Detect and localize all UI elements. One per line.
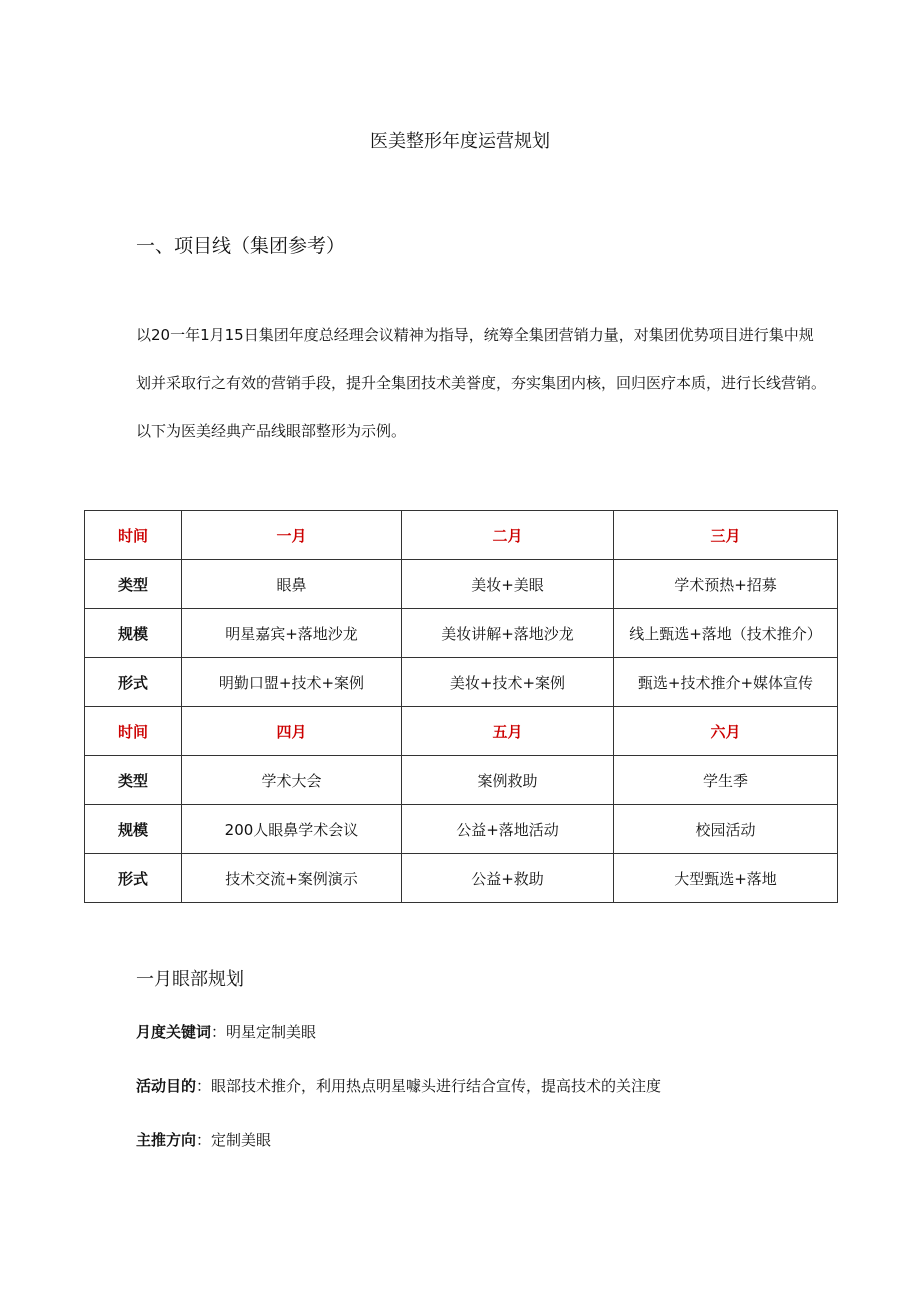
activity-goal-label: 活动目的 (136, 1077, 197, 1095)
table-cell: 学生季 (614, 756, 838, 805)
table-cell: 学术大会 (182, 756, 402, 805)
table-cell: 公益+救助 (402, 854, 614, 903)
row-label: 规模 (85, 609, 182, 658)
table-cell: 眼鼻 (182, 560, 402, 609)
table-row (85, 854, 838, 903)
table-row (85, 560, 838, 609)
row-label: 规模 (85, 805, 182, 854)
table-header-month: 六月 (614, 707, 838, 756)
table-cell: 学术预热+招募 (614, 560, 838, 609)
table-cell: 线上甄选+落地（技术推介） (614, 609, 838, 658)
monthly-keyword-value: ：明星定制美眼 (211, 1023, 317, 1041)
table-cell: 公益+落地活动 (402, 805, 614, 854)
table-header-time: 时间 (85, 707, 182, 756)
table-cell: 大型甄选+落地 (614, 854, 838, 903)
monthly-keyword-label: 月度关键词 (136, 1023, 212, 1041)
table-row (85, 609, 838, 658)
activity-goal-line (136, 1075, 661, 1097)
table-cell: 技术交流+案例演示 (182, 854, 402, 903)
main-direction-line (136, 1129, 271, 1151)
table-header-month: 三月 (614, 511, 838, 560)
table-cell: 美妆+技术+案例 (402, 658, 614, 707)
monthly-keyword-line (136, 1021, 316, 1043)
table-row (85, 805, 838, 854)
table-cell: 美妆讲解+落地沙龙 (402, 609, 614, 658)
main-direction-value: ：定制美眼 (196, 1131, 272, 1149)
table-header-month: 五月 (402, 707, 614, 756)
row-label: 类型 (85, 560, 182, 609)
activity-goal-value: ：眼部技术推介，利用热点明星噱头进行结合宣传，提高技术的关注度 (196, 1077, 662, 1095)
intro-line: 划并采取行之有效的营销手段，提升全集团技术美誉度，夯实集团内核，回归医疗本质，进行长线营销。 (136, 374, 827, 392)
table-row (85, 756, 838, 805)
table-row (85, 658, 838, 707)
intro-paragraph (136, 322, 848, 466)
table-cell: 明勤口盟+技术+案例 (182, 658, 402, 707)
table-cell: 明星嘉宾+落地沙龙 (182, 609, 402, 658)
january-plan-heading: 一月眼部规划 (136, 969, 244, 990)
section-heading: 一、项目线（集团参考） (136, 235, 346, 257)
document-title: 医美整形年度运营规划 (370, 131, 550, 152)
plan-table (84, 510, 838, 903)
table-header-month: 二月 (402, 511, 614, 560)
table-header-month: 一月 (182, 511, 402, 560)
table-row-time (85, 511, 838, 560)
table-header-time: 时间 (85, 511, 182, 560)
row-label: 形式 (85, 658, 182, 707)
table-cell: 校园活动 (614, 805, 838, 854)
row-label: 类型 (85, 756, 182, 805)
intro-line: 以20一年1月15日集团年度总经理会议精神为指导，统筹全集团营销力量，对集团优势项目进行集中规 (136, 326, 814, 344)
table-row-time (85, 707, 838, 756)
main-direction-label: 主推方向 (136, 1131, 197, 1149)
table-cell: 200人眼鼻学术会议 (182, 805, 402, 854)
intro-line: 以下为医美经典产品线眼部整形为示例。 (136, 422, 407, 440)
table-header-month: 四月 (182, 707, 402, 756)
row-label: 形式 (85, 854, 182, 903)
table-cell: 甄选+技术推介+媒体宣传 (614, 658, 838, 707)
table-cell: 美妆+美眼 (402, 560, 614, 609)
table-cell: 案例救助 (402, 756, 614, 805)
